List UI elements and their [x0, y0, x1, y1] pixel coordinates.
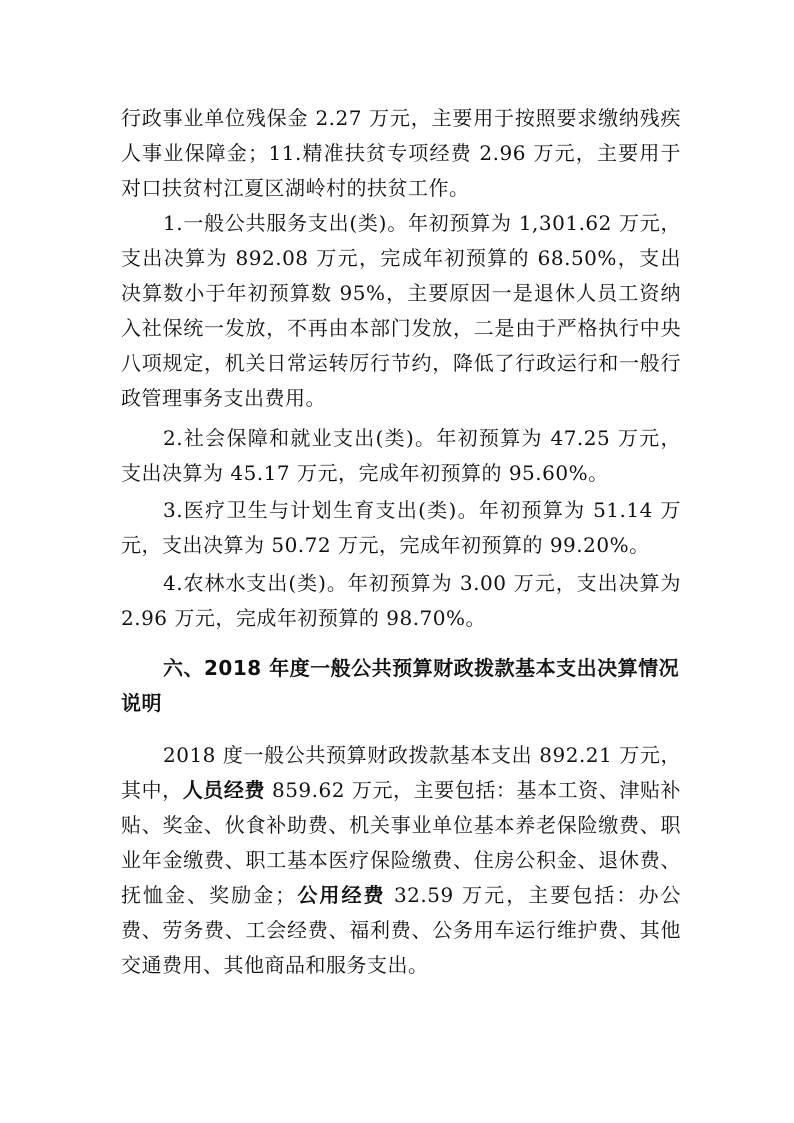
paragraph-medical-health: 3.医疗卫生与计划生育支出(类)。年初预算为 51.14 万元，支出决算为 50.72 万元，完成年初预算的 99.20%。 [121, 498, 681, 557]
paragraph-basic-expenditure [121, 738, 681, 983]
section-heading-six: 六、2018 年度一般公共预算财政拨款基本支出决算情况说明 [121, 656, 680, 715]
paragraph-intro: 行政事业单位残保金 2.27 万元，主要用于按照要求缴纳残疾人事业保障金；11.精准扶贫专项经费 2.96 万元，主要用于对口扶贫村江夏区湖岭村的扶贫工作。 [121, 106, 681, 200]
basic-expenditure-text-a: 2018 度一般公共预算财政拨款基本支出 892.21 万元，其中， [121, 743, 681, 802]
personnel-expense-label: 人员经费 [182, 778, 266, 802]
paragraph-general-public-services: 1.一般公共服务支出(类)。年初预算为 1,301.62 万元，支出决算为 892.08 万元，完成年初预算的 68.50%，支出决算数小于年初预算数 95%，主要原因一是退休人员工资纳入社保统一发放，不再由本部门发放，二是由于严格执行中央八项规定，机关日常运转厉行节约，降低了行政运行和一般行政管理事务支出费用。 [121, 211, 681, 410]
paragraph-agriculture: 4.农林水支出(类)。年初预算为 3.00 万元，支出决算为 2.96 万元，完成年初预算的 98.70%。 [121, 571, 681, 630]
public-expense-label: 公用经费 [295, 883, 386, 907]
paragraph-social-security: 2.社会保障和就业支出(类)。年初预算为 47.25 万元，支出决算为 45.17 万元，完成年初预算的 95.60%。 [121, 426, 681, 485]
basic-expenditure-text-c: 32.59 万元，主要包括：办公费、劳务费、工会经费、福利费、公务用车运行维护费、其他交通费用、其他商品和服务支出。 [121, 883, 682, 977]
basic-expenditure-text-b: 859.62 万元，主要包括：基本工资、津贴补贴、奖金、伙食补助费、机关事业单位基本养老保险缴费、职业年金缴费、职工基本医疗保险缴费、住房公积金、退休费、抚恤金、奖励金； [121, 778, 682, 907]
